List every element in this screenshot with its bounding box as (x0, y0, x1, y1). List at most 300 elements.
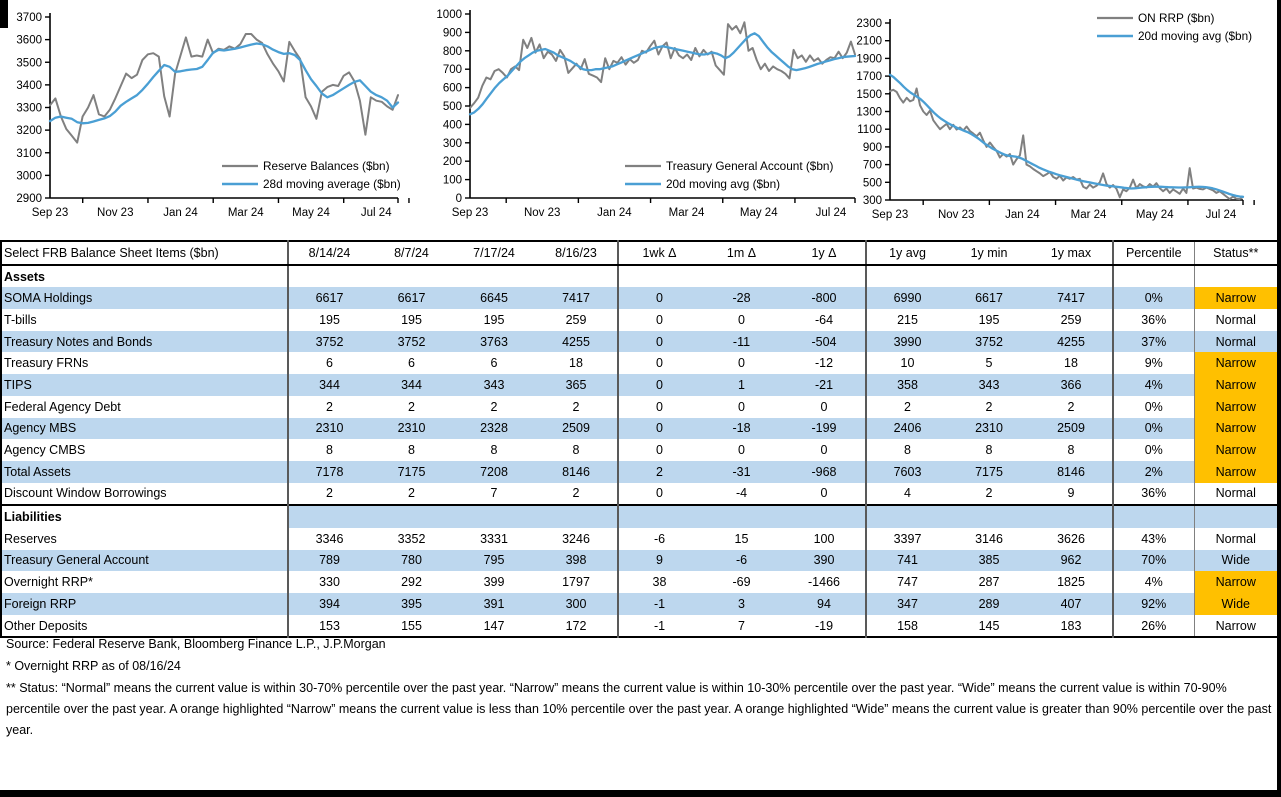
column-header: 8/16/23 (535, 241, 618, 265)
value-cell: 0 (618, 374, 700, 396)
column-header: 8/7/24 (370, 241, 453, 265)
value-cell: 747 (866, 571, 948, 593)
value-cell: 0 (618, 396, 700, 418)
value-cell: 366 (1030, 374, 1113, 396)
balance-sheet-table (0, 240, 1279, 638)
value-cell (948, 265, 1030, 288)
status-badge: Narrow (1194, 418, 1278, 440)
row-label: Overnight RRP* (4, 575, 93, 590)
row-label: Treasury General Account (1, 550, 288, 572)
value-cell: 1797 (562, 575, 590, 590)
value-cell: 385 (948, 550, 1030, 572)
value-cell (948, 505, 1030, 528)
value-cell: 0 (618, 331, 700, 353)
value-cell: 2 (985, 399, 993, 414)
on-rrp-bn--line (890, 89, 1243, 200)
value-cell: 292 (401, 575, 422, 590)
y-axis-tick-label: 600 (442, 82, 462, 95)
value-cell (700, 265, 783, 288)
value-cell: -968 (783, 461, 866, 483)
value-cell: 2310 (370, 418, 453, 440)
row-label: Agency MBS (1, 418, 288, 440)
value-cell: 330 (288, 571, 370, 593)
row-label: Other Deposits (4, 618, 88, 633)
value-cell: 3626 (1057, 531, 1085, 546)
table-row (1, 571, 1278, 593)
y-axis-tick-label: 1100 (857, 124, 882, 137)
value-cell: 8 (288, 439, 370, 461)
value-cell: -19 (814, 618, 834, 633)
table-row (1, 352, 1278, 374)
value-cell: -28 (700, 287, 783, 309)
percentile-cell: 0% (1113, 439, 1194, 461)
x-axis-tick-label: Mar 24 (1070, 209, 1107, 221)
value-cell (288, 265, 370, 288)
x-axis-tick-label: Nov 23 (523, 207, 561, 219)
value-cell (866, 265, 948, 288)
status-badge: Narrow (1194, 374, 1278, 396)
y-axis-tick-label: 500 (862, 177, 882, 190)
row-label: Discount Window Borrowings (4, 486, 167, 501)
y-axis-tick-label: 3100 (16, 147, 42, 160)
percentile-cell: 26% (1113, 615, 1194, 638)
value-cell: 2 (985, 486, 993, 501)
value-cell (700, 505, 783, 528)
value-cell (535, 505, 618, 528)
value-cell: 2509 (535, 418, 618, 440)
status-badge: Narrow (1194, 352, 1278, 374)
value-cell: 2406 (866, 418, 948, 440)
value-cell: 2 (288, 396, 370, 418)
status-badge: Narrow (1194, 461, 1278, 483)
value-cell (453, 265, 535, 288)
value-cell: 2 (408, 399, 415, 414)
value-cell: 962 (1030, 550, 1113, 572)
value-cell: 155 (401, 618, 422, 633)
x-axis-tick-label: Jul 24 (1205, 209, 1237, 221)
value-cell: 0 (618, 309, 700, 331)
value-cell: -6 (618, 528, 700, 550)
percentile-cell: 0% (1113, 396, 1194, 418)
value-cell: 2310 (948, 418, 1030, 440)
screenshot-corner-mark (0, 0, 8, 28)
value-cell: 2 (490, 399, 498, 414)
value-cell: 145 (978, 618, 1000, 633)
percentile-cell: 2% (1113, 461, 1194, 483)
value-cell: -21 (783, 374, 866, 396)
value-cell: 0 (618, 439, 700, 461)
y-axis-tick-label: 900 (442, 27, 462, 40)
value-cell: -11 (700, 331, 783, 353)
value-cell: -69 (732, 575, 751, 590)
status-badge (1194, 505, 1278, 528)
value-cell: 1825 (1057, 575, 1085, 590)
value-cell: 8 (1067, 443, 1075, 458)
y-axis-tick-label: 500 (442, 101, 462, 113)
value-cell: 780 (370, 550, 453, 572)
value-cell: -504 (783, 331, 866, 353)
value-cell: 3397 (866, 528, 948, 550)
value-cell: 6617 (948, 287, 1030, 309)
value-cell: 741 (866, 550, 948, 572)
value-cell (370, 265, 453, 288)
value-cell: 289 (948, 593, 1030, 615)
y-axis-tick-label: 400 (442, 119, 462, 132)
value-cell: 8146 (535, 461, 618, 483)
value-cell: 2310 (288, 418, 370, 440)
column-header: 1m Δ (700, 241, 783, 265)
value-cell: 0 (618, 483, 700, 506)
percentile-cell: 0% (1113, 287, 1194, 309)
table-title: Select FRB Balance Sheet Items ($bn) (1, 241, 288, 265)
value-cell: 6617 (370, 287, 453, 309)
value-cell: 347 (866, 593, 948, 615)
value-cell: 195 (978, 312, 1000, 327)
status-badge: Normal (1194, 483, 1278, 506)
y-axis-tick-label: 3000 (16, 170, 42, 183)
x-axis-tick-label: Jul 24 (360, 207, 392, 219)
legend-label: 20d moving avg ($bn) (666, 177, 781, 191)
value-cell: 7417 (1030, 287, 1113, 309)
value-cell (1030, 505, 1113, 528)
status-badge: Normal (1194, 331, 1278, 353)
percentile-cell (1113, 265, 1194, 288)
table-row (1, 374, 1278, 396)
y-axis-tick-label: 1700 (856, 71, 882, 84)
column-header: 7/17/24 (453, 241, 535, 265)
y-axis-tick-label: 2300 (856, 18, 882, 30)
percentile-cell: 4% (1113, 571, 1194, 593)
value-cell: 2 (288, 483, 370, 506)
table-body (1, 265, 1278, 638)
value-cell (783, 505, 866, 528)
x-axis-tick-label: Jan 24 (163, 207, 198, 219)
value-cell: 2 (572, 486, 580, 501)
value-cell: 7603 (866, 461, 948, 483)
value-cell: 18 (1064, 356, 1078, 371)
y-axis-tick-label: 3200 (16, 125, 42, 138)
value-cell: 3763 (453, 331, 535, 353)
value-cell (866, 505, 948, 528)
value-cell: 394 (288, 593, 370, 615)
value-cell: 195 (483, 312, 505, 327)
row-label: Agency CMBS (4, 443, 86, 458)
table-row (1, 439, 1278, 461)
table-row (1, 528, 1278, 550)
value-cell: 0 (738, 356, 745, 371)
x-axis-tick-label: Nov 23 (97, 207, 134, 219)
value-cell: 6645 (453, 287, 535, 309)
value-cell (618, 505, 700, 528)
value-cell: 7175 (370, 461, 453, 483)
x-axis-tick-label: May 24 (1135, 209, 1174, 221)
status-badge: Narrow (1194, 287, 1278, 309)
x-axis-tick-label: Mar 24 (227, 207, 264, 219)
status-badge: Narrow (1194, 615, 1278, 638)
value-cell: 391 (453, 593, 535, 615)
value-cell: 215 (866, 309, 948, 331)
value-cell (618, 265, 700, 288)
x-axis-tick-label: May 24 (739, 207, 778, 219)
row-label: Federal Agency Debt (4, 399, 121, 414)
value-cell: 4255 (1030, 331, 1113, 353)
value-cell: 8 (490, 443, 498, 458)
28d-moving-average-bn--line (50, 44, 398, 124)
status-badge: Narrow (1194, 396, 1278, 418)
status-badge (1194, 265, 1278, 288)
value-cell: 7208 (453, 461, 535, 483)
value-cell: 6 (490, 356, 498, 371)
value-cell: 3246 (562, 531, 590, 546)
row-label: T-bills (4, 312, 37, 327)
value-cell: 398 (535, 550, 618, 572)
value-cell: 6 (288, 352, 370, 374)
y-axis-tick-label: 1900 (856, 53, 882, 66)
status-badge: Narrow (1194, 571, 1278, 593)
value-cell: 789 (288, 550, 370, 572)
column-header: Status** (1194, 241, 1278, 265)
value-cell: 153 (288, 615, 370, 638)
y-axis-tick-label: 3400 (16, 79, 42, 92)
value-cell: 3 (700, 593, 783, 615)
column-header: Percentile (1113, 241, 1194, 265)
row-label: SOMA Holdings (1, 287, 288, 309)
value-cell: 15 (734, 531, 749, 546)
x-axis-tick-label: Sep 23 (871, 209, 909, 221)
value-cell: 3752 (288, 331, 370, 353)
y-axis-tick-label: 1500 (856, 88, 882, 101)
value-cell: -199 (783, 418, 866, 440)
status-badge: Wide (1194, 593, 1278, 615)
value-cell: 0 (820, 443, 828, 458)
row-label: TIPS (1, 374, 288, 396)
x-axis-tick-label: Mar 24 (668, 207, 705, 219)
row-label: Treasury Notes and Bonds (1, 331, 288, 353)
row-label: Liabilities (1, 505, 288, 528)
status-footnote: ** Status: “Normal” means the current value is within 30-70% percentile over the past year. “Narrow” means the current value is within 10-30% percentile over the past year. “Wide” means the current value is within 70-90% percentile over the past year. A orange highlighted “Narrow” means the current value is less than 10% percentile over the past year. A orange highlighted “Wide” means the current value is greater than 90% percentile over the past year. (6, 681, 1272, 737)
status-badge: Normal (1194, 309, 1278, 331)
legend-label: Reserve Balances ($bn) (263, 159, 390, 173)
value-cell: 795 (453, 550, 535, 572)
value-cell (288, 505, 370, 528)
on-rrp-chart (850, 0, 1281, 232)
row-label: Total Assets (1, 461, 288, 483)
value-cell: 0 (618, 287, 700, 309)
value-cell (535, 265, 618, 288)
table-row (1, 418, 1278, 440)
x-axis-tick-label: Sep 23 (31, 207, 69, 219)
column-header: 1y Δ (783, 241, 866, 265)
value-cell: 8 (408, 443, 415, 458)
status-badge: Wide (1194, 550, 1278, 572)
value-cell: 4255 (535, 331, 618, 353)
value-cell: 38 (618, 571, 700, 593)
row-label: Treasury FRNs (4, 356, 89, 371)
charts-row (0, 0, 1281, 238)
percentile-cell: 92% (1113, 593, 1194, 615)
table-row (1, 396, 1278, 418)
value-cell: -800 (783, 287, 866, 309)
row-label: Reserves (4, 531, 57, 546)
value-cell: 9 (1067, 486, 1075, 501)
footnotes (6, 634, 1272, 742)
value-cell: 0 (820, 399, 828, 414)
legend-label: 20d moving avg ($bn) (1138, 29, 1253, 43)
section-row (1, 265, 1278, 288)
value-cell: 7 (490, 486, 498, 501)
table-row (1, 461, 1278, 483)
percentile-cell: 0% (1113, 418, 1194, 440)
value-cell: -64 (814, 312, 834, 327)
y-axis-tick-label: 900 (862, 141, 882, 154)
value-cell: 0 (738, 443, 745, 458)
value-cell: 183 (1060, 618, 1082, 633)
value-cell: 8 (572, 443, 580, 458)
value-cell: 259 (565, 312, 587, 327)
x-axis-tick-label: Sep 23 (451, 207, 489, 219)
reserve-balances-chart (0, 0, 430, 232)
legend-label: 28d moving average ($bn) (263, 177, 401, 191)
y-axis-tick-label: 3500 (16, 57, 42, 70)
y-axis-tick-label: 300 (862, 195, 882, 207)
value-cell: 2509 (1030, 418, 1113, 440)
table-header-row (1, 241, 1278, 265)
value-cell: 358 (866, 374, 948, 396)
value-cell: 8146 (1030, 461, 1113, 483)
value-cell: 7175 (948, 461, 1030, 483)
percentile-cell: 9% (1113, 352, 1194, 374)
value-cell: 7417 (535, 287, 618, 309)
y-axis-tick-label: 200 (442, 156, 462, 169)
value-cell: 3331 (480, 531, 508, 546)
value-cell: 344 (370, 374, 453, 396)
value-cell: 5 (985, 356, 993, 371)
x-axis-tick-label: Jan 24 (597, 207, 632, 219)
value-cell: 10 (866, 352, 948, 374)
value-cell: -1 (618, 593, 700, 615)
value-cell: 2328 (453, 418, 535, 440)
value-cell: 158 (866, 615, 948, 638)
y-axis-tick-label: 1300 (856, 106, 882, 119)
value-cell: 300 (535, 593, 618, 615)
column-header: 1wk Δ (618, 241, 700, 265)
table-row (1, 593, 1278, 615)
value-cell (783, 265, 866, 288)
y-axis-tick-label: 2900 (16, 193, 42, 205)
y-axis-tick-label: 3600 (16, 34, 42, 47)
value-cell: 407 (1030, 593, 1113, 615)
y-axis-tick-label: 700 (862, 159, 882, 172)
section-row (1, 505, 1278, 528)
y-axis-tick-label: 1000 (436, 9, 462, 21)
value-cell: 94 (783, 593, 866, 615)
value-cell: -1466 (808, 575, 840, 590)
value-cell: 343 (948, 374, 1030, 396)
percentile-cell (1113, 505, 1194, 528)
treasury-general-account-bn--line (470, 22, 855, 108)
x-axis-tick-label: Jul 24 (815, 207, 847, 219)
value-cell: 6990 (866, 287, 948, 309)
status-badge: Normal (1194, 528, 1278, 550)
value-cell: 343 (453, 374, 535, 396)
value-cell: 8 (985, 443, 993, 458)
value-cell: 365 (535, 374, 618, 396)
value-cell: 0 (820, 486, 828, 501)
value-cell: 0 (618, 418, 700, 440)
value-cell: 399 (483, 575, 505, 590)
value-cell: 3146 (975, 531, 1003, 546)
column-header: 1y min (948, 241, 1030, 265)
value-cell: 100 (813, 531, 835, 546)
value-cell: 18 (569, 356, 583, 371)
column-header: 1y max (1030, 241, 1113, 265)
percentile-cell: 70% (1113, 550, 1194, 572)
percentile-cell: 36% (1113, 483, 1194, 506)
table-row (1, 483, 1278, 506)
y-axis-tick-label: 800 (442, 45, 462, 58)
value-cell: 6 (408, 356, 415, 371)
value-cell (370, 505, 453, 528)
status-badge: Narrow (1194, 439, 1278, 461)
y-axis-tick-label: 300 (442, 137, 462, 150)
percentile-cell: 4% (1113, 374, 1194, 396)
table-row (1, 287, 1278, 309)
percentile-cell: 37% (1113, 331, 1194, 353)
value-cell: 344 (288, 374, 370, 396)
legend-label: ON RRP ($bn) (1138, 11, 1215, 25)
value-cell: 2 (1067, 399, 1075, 414)
x-axis-tick-label: Jan 24 (1005, 209, 1040, 221)
value-cell: 195 (401, 312, 422, 327)
screenshot-right-border (1277, 0, 1281, 797)
value-cell: 3990 (866, 331, 948, 353)
treasury-general-account-chart (430, 0, 860, 232)
value-cell: 3352 (397, 531, 426, 546)
value-cell: 6617 (288, 287, 370, 309)
value-cell: -31 (700, 461, 783, 483)
x-axis-tick-label: Nov 23 (937, 209, 975, 221)
y-axis-tick-label: 100 (442, 174, 462, 187)
value-cell: 172 (565, 618, 587, 633)
value-cell: -1 (618, 615, 700, 638)
value-cell: 195 (288, 309, 370, 331)
value-cell: 2 (408, 486, 415, 501)
value-cell: 259 (1060, 312, 1082, 327)
value-cell: -12 (814, 356, 834, 371)
percentile-cell: 43% (1113, 528, 1194, 550)
value-cell: 147 (483, 618, 505, 633)
value-cell: 7178 (288, 461, 370, 483)
source-note: Source: Federal Reserve Bank, Bloomberg Finance L.P., J.P.Morgan (6, 637, 386, 651)
y-axis-tick-label: 700 (442, 64, 462, 77)
value-cell: 9 (618, 550, 700, 572)
percentile-cell: 36% (1113, 309, 1194, 331)
value-cell: 0 (738, 312, 745, 327)
value-cell: 7 (738, 618, 745, 633)
table-row (1, 550, 1278, 572)
legend-label: Treasury General Account ($bn) (666, 159, 834, 173)
value-cell: 4 (866, 483, 948, 506)
value-cell: 8 (866, 439, 948, 461)
column-header: 1y avg (866, 241, 948, 265)
value-cell: 287 (978, 575, 1000, 590)
x-axis-tick-label: May 24 (292, 207, 330, 219)
y-axis-tick-label: 2100 (856, 35, 882, 48)
table-row (1, 309, 1278, 331)
value-cell: 395 (370, 593, 453, 615)
value-cell (453, 505, 535, 528)
value-cell: 2 (866, 396, 948, 418)
